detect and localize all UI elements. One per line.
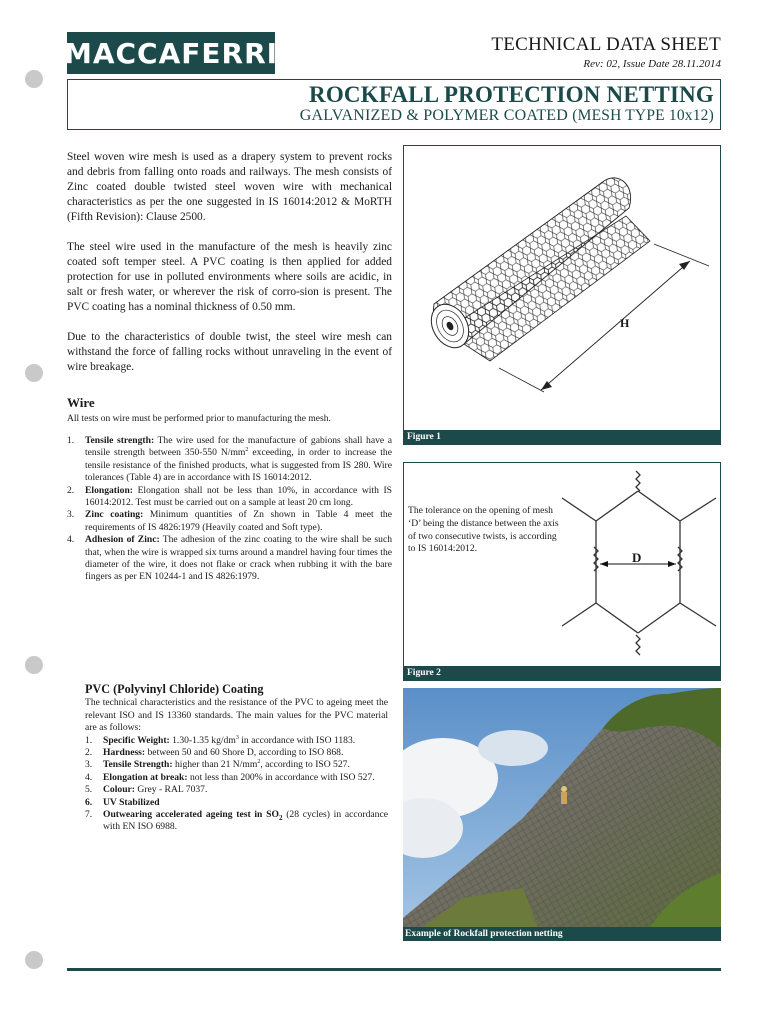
punch-hole: [25, 951, 43, 969]
pvc-heading: PVC (Polyvinyl Chloride) Coating: [85, 682, 264, 696]
list-item: [85, 784, 388, 796]
item-text: Grey - RAL 7037.: [134, 784, 208, 796]
subtitle-main: GALVANIZED & POLYMER COATED: [299, 107, 569, 124]
superscript: 2: [245, 447, 249, 454]
pvc-section: [85, 683, 388, 834]
item-label: UV Stabilized: [103, 796, 160, 808]
list-number: 3.: [85, 759, 93, 771]
list-number: 7.: [85, 809, 93, 821]
dimension-label-d: D: [632, 550, 642, 565]
list-number: 2.: [67, 484, 75, 496]
page-subtitle: [300, 107, 714, 125]
item-label: Tensile Strength:: [103, 759, 173, 771]
item-text: Elongation shall not be less than 10%, in accordance with IS 16014:2012. Test must be carried out on a sample at least 20 cm long.: [85, 484, 392, 509]
item-text: exceeding, in order to increase the tensile resistance of the finished products, what is suggested from IS 280. Wire tolerances (Table 4) are in accordance with IS 16014:2012.: [85, 447, 392, 484]
item-label: Hardness:: [103, 747, 146, 759]
item-label: Zinc coating:: [85, 509, 144, 521]
figure-1: [403, 145, 721, 445]
list-number: 4.: [67, 534, 75, 546]
intro-paragraph: The steel wire used in the manufacture of the mesh is heavily zinc coated soft temper steel. A PVC coating is then applied for added protection for use in polluted environments where soils are acidic, in salt or fresh water, or wherever the risk of corro-sion is present. The PVC coating has a nominal thickness of 0.50 mm.: [67, 241, 392, 313]
list-number: 5.: [85, 784, 93, 796]
subtitle-mesh-type: (MESH TYPE 10x12): [572, 107, 714, 124]
intro-paragraph: Due to the characteristics of double twist, the steel wire mesh can withstand the force of falling rocks without unraveling in the event of wire breakage.: [67, 331, 392, 373]
list-number: 2.: [85, 747, 93, 759]
list-item: [85, 747, 388, 759]
list-number: 1.: [85, 734, 93, 746]
pvc-intro: The technical characteristics and the resistance of the PVC to ageing meet the relevant ISO and IS 13360 standards. The main values for the PVC material are as follows:: [85, 697, 388, 734]
list-item: [67, 485, 392, 510]
figure-2: [403, 462, 721, 681]
list-item: [85, 759, 388, 771]
item-label: Tensile strength:: [85, 435, 155, 446]
revision-info: Rev: 02, Issue Date 28.11.2014: [583, 58, 721, 70]
title-box: [67, 79, 721, 130]
item-text: higher than 21 N/mm: [172, 759, 258, 771]
item-text: Minimum quantities of Zn shown in Table 4 meet the requirements of IS 4826:1979 (Heavily coated and Soft type).: [85, 509, 392, 533]
item-text: between 50 and 60 Shore D, according to ISO 868.: [145, 747, 344, 759]
tolerance-note: The tolerance on the opening of mesh ‘D’ being the distance between the axis of two consecutive twists, is according to IS 16014:2012.: [408, 505, 559, 555]
rockfall-netting-photo: [403, 688, 721, 941]
item-label: Elongation at break:: [103, 771, 188, 783]
wire-heading: Wire: [67, 395, 95, 410]
item-label: Adhesion of Zinc:: [85, 534, 160, 546]
item-text: , according to ISO 527.: [260, 759, 350, 771]
list-number: 4.: [85, 771, 93, 783]
figure-1-caption: Figure 1: [404, 430, 720, 444]
list-item: [85, 809, 388, 834]
wire-note: All tests on wire must be performed prior to manufacturing the mesh.: [67, 414, 331, 424]
page-title: ROCKFALL PROTECTION NETTING: [309, 82, 714, 107]
item-text: The adhesion of the zinc coating to the wire shall be such that, when the wire is wrapped six turns around a mandrel having four times the diameter of the wire, it does not flake or crack when rubbing it with the bare fingers as per EN 10244-1 and IS 4826:1979.: [85, 534, 393, 583]
photo-caption: Example of Rockfall protection netting: [403, 927, 721, 941]
list-item: [85, 772, 388, 784]
item-text: The wire used for the manufacture of gabions shall have a tensile strength between 350-550 N/mm: [85, 435, 392, 459]
list-item: [85, 797, 388, 809]
wire-list: [67, 435, 392, 584]
list-item: [67, 534, 392, 584]
brand-logo: MACCAFERRI: [67, 32, 275, 74]
superscript: 2: [257, 759, 261, 766]
pvc-list: [85, 735, 388, 834]
item-text: (28 cycles) in accordance with EN ISO 6988.: [103, 809, 388, 833]
figure-2-caption: Figure 2: [404, 666, 720, 680]
list-item: [85, 735, 388, 747]
punch-hole: [25, 656, 43, 674]
item-text: in accordance with ISO 1183.: [238, 734, 356, 746]
dimension-label-h: H: [620, 316, 630, 330]
list-item: [67, 509, 392, 534]
list-number: 6.: [85, 796, 93, 808]
punch-hole: [25, 70, 43, 88]
item-text: 1.30-1.35 kg/dm: [169, 734, 236, 746]
item-text: not less than 200% in accordance with ISO 527.: [187, 771, 375, 783]
list-number: 1.: [67, 435, 75, 446]
item-label: Outwearing accelerated ageing test in SO: [103, 809, 279, 821]
left-column: [67, 150, 392, 584]
list-item: [67, 435, 392, 485]
photo-illustration: [403, 688, 721, 941]
mesh-roll-illustration: [404, 146, 720, 430]
subscript: 2: [278, 813, 283, 822]
list-number: 3.: [67, 509, 75, 521]
item-label: Colour:: [103, 784, 135, 796]
footer-rule: [67, 968, 721, 971]
punch-hole: [25, 364, 43, 382]
item-label: Specific Weight:: [103, 734, 170, 746]
item-label: Elongation:: [85, 484, 133, 496]
doc-type: TECHNICAL DATA SHEET: [491, 34, 721, 55]
intro-paragraph: Steel woven wire mesh is used as a drapery system to prevent rocks and debris from falling onto roads and railways. The mesh consists of Zinc coated double twisted steel woven wire with mechanical characteristics as per the one suggested in IS 16014:2012 & MoRTH (Fifth Revision): Clause 2500.: [67, 151, 392, 223]
superscript: 3: [235, 734, 239, 741]
